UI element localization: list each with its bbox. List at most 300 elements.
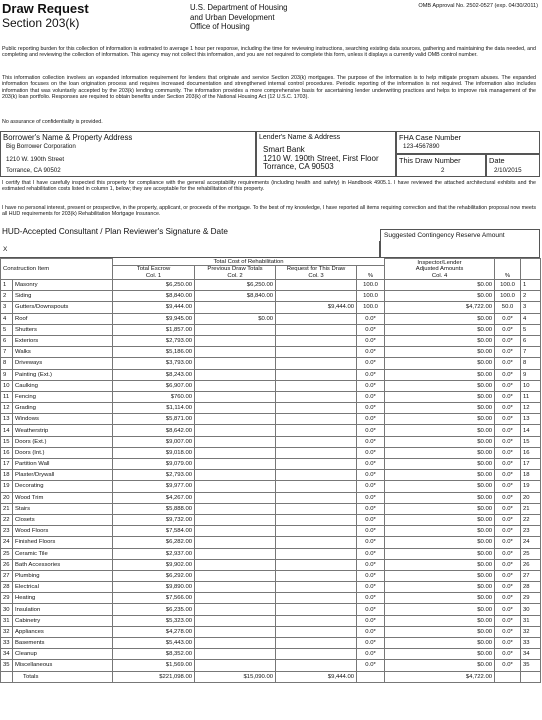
request-draw-cell[interactable]	[276, 526, 357, 537]
row-number: 20	[1, 492, 13, 503]
adjusted-percent-cell[interactable]: 100.0	[495, 291, 521, 302]
row-number: 30	[1, 604, 13, 615]
total-escrow-cell[interactable]: $4,267.00	[113, 492, 195, 503]
adjusted-amount-cell[interactable]: $4,722.00	[385, 302, 495, 313]
col4-line-a: Inspector/Lender	[417, 259, 462, 266]
row-number-end: 16	[521, 447, 541, 458]
row-number: 3	[1, 302, 13, 313]
previous-draw-cell[interactable]	[195, 481, 276, 492]
adjusted-amount-cell[interactable]: $0.00	[385, 324, 495, 335]
adjusted-percent-cell[interactable]: 0.0*	[495, 537, 521, 548]
row-number-end: 1	[521, 280, 541, 291]
adjusted-percent-cell[interactable]: 0.0*	[495, 436, 521, 447]
construction-item: Exteriors	[13, 335, 113, 346]
adjusted-percent-cell[interactable]: 0.0*	[495, 604, 521, 615]
request-draw-cell[interactable]	[276, 492, 357, 503]
percent-cell[interactable]: 0.0*	[357, 436, 385, 447]
col-header-3	[276, 266, 357, 280]
request-draw-cell[interactable]	[276, 414, 357, 425]
row-number-end: 22	[521, 514, 541, 525]
adjusted-percent-cell[interactable]: 0.0*	[495, 425, 521, 436]
previous-draw-cell[interactable]	[195, 358, 276, 369]
adjusted-percent-cell[interactable]: 0.0*	[495, 481, 521, 492]
total-escrow-cell[interactable]: $5,186.00	[113, 347, 195, 358]
total-escrow-cell[interactable]: $5,443.00	[113, 638, 195, 649]
col-header-pct: %	[357, 266, 385, 280]
adjusted-amount-cell[interactable]: $0.00	[385, 459, 495, 470]
table-row	[1, 626, 541, 637]
previous-draw-cell[interactable]	[195, 626, 276, 637]
total-escrow-cell[interactable]: $2,793.00	[113, 335, 195, 346]
previous-draw-cell[interactable]	[195, 492, 276, 503]
table-row	[1, 335, 541, 346]
adjusted-amount-cell[interactable]: $0.00	[385, 570, 495, 581]
row-number: 14	[1, 425, 13, 436]
adjusted-amount-cell[interactable]: $0.00	[385, 414, 495, 425]
total-escrow-cell[interactable]: $9,902.00	[113, 559, 195, 570]
adjusted-amount-cell[interactable]: $0.00	[385, 313, 495, 324]
previous-draw-cell[interactable]	[195, 324, 276, 335]
percent-cell[interactable]: 0.0*	[357, 503, 385, 514]
adjusted-percent-cell[interactable]: 0.0*	[495, 335, 521, 346]
previous-draw-cell[interactable]	[195, 503, 276, 514]
total-pct	[357, 671, 385, 682]
construction-item: Bath Accessories	[13, 559, 113, 570]
confidentiality-statement: No assurance of confidentiality is provided.	[2, 119, 103, 125]
adjusted-percent-cell[interactable]: 100.0	[495, 280, 521, 291]
total-escrow-cell[interactable]: $7,584.00	[113, 526, 195, 537]
total-escrow-cell[interactable]: $6,292.00	[113, 570, 195, 581]
total-pct4	[495, 671, 521, 682]
previous-draw-cell[interactable]: $0.00	[195, 313, 276, 324]
construction-item: Wood Floors	[13, 526, 113, 537]
previous-draw-cell[interactable]	[195, 414, 276, 425]
percent-cell[interactable]: 100.0	[357, 302, 385, 313]
adjusted-amount-cell[interactable]: $0.00	[385, 526, 495, 537]
previous-draw-cell[interactable]	[195, 582, 276, 593]
percent-cell[interactable]: 0.0*	[357, 649, 385, 660]
table-row	[1, 537, 541, 548]
request-draw-cell[interactable]: $9,444.00	[276, 302, 357, 313]
date-value[interactable]: 2/10/2015	[494, 167, 522, 174]
total-escrow-cell[interactable]: $2,793.00	[113, 470, 195, 481]
previous-draw-cell[interactable]	[195, 660, 276, 671]
previous-draw-cell[interactable]	[195, 638, 276, 649]
request-draw-cell[interactable]	[276, 369, 357, 380]
adjusted-amount-cell[interactable]: $0.00	[385, 481, 495, 492]
adjusted-percent-cell[interactable]: 0.0*	[495, 503, 521, 514]
previous-draw-cell[interactable]	[195, 548, 276, 559]
percent-cell[interactable]: 0.0*	[357, 660, 385, 671]
previous-draw-cell[interactable]	[195, 459, 276, 470]
row-number-end: 2	[521, 291, 541, 302]
percent-cell[interactable]: 0.0*	[357, 380, 385, 391]
total-escrow-cell[interactable]: $9,444.00	[113, 302, 195, 313]
total-escrow-cell[interactable]: $5,323.00	[113, 615, 195, 626]
request-draw-cell[interactable]	[276, 604, 357, 615]
previous-draw-cell[interactable]	[195, 347, 276, 358]
percent-cell[interactable]: 0.0*	[357, 570, 385, 581]
percent-cell[interactable]: 0.0*	[357, 313, 385, 324]
adjusted-percent-cell[interactable]: 0.0*	[495, 492, 521, 503]
table-row	[1, 414, 541, 425]
adjusted-amount-cell[interactable]: $0.00	[385, 582, 495, 593]
previous-draw-cell[interactable]	[195, 403, 276, 414]
row-number-end: 25	[521, 548, 541, 559]
form-subtitle: Section 203(k)	[2, 16, 80, 30]
total-escrow-cell[interactable]: $6,282.00	[113, 537, 195, 548]
percent-cell[interactable]: 0.0*	[357, 604, 385, 615]
percent-cell[interactable]: 0.0*	[357, 459, 385, 470]
request-draw-cell[interactable]	[276, 391, 357, 402]
previous-draw-cell[interactable]	[195, 537, 276, 548]
adjusted-percent-cell[interactable]: 0.0*	[495, 414, 521, 425]
form-title: Draw Request	[2, 1, 89, 16]
request-draw-cell[interactable]	[276, 626, 357, 637]
table-body	[1, 280, 541, 672]
adjusted-percent-cell[interactable]: 0.0*	[495, 391, 521, 402]
adjusted-percent-cell[interactable]: 0.0*	[495, 660, 521, 671]
borrower-city[interactable]: Torrance, CA 90502	[6, 167, 61, 174]
percent-cell[interactable]: 0.0*	[357, 526, 385, 537]
adjusted-percent-cell[interactable]: 0.0*	[495, 559, 521, 570]
total-escrow-cell[interactable]: $1,114.00	[113, 403, 195, 414]
previous-draw-cell[interactable]	[195, 335, 276, 346]
total-escrow-cell[interactable]: $4,278.00	[113, 626, 195, 637]
request-draw-cell[interactable]	[276, 291, 357, 302]
construction-item: Plaster/Drywall	[13, 470, 113, 481]
percent-cell[interactable]: 0.0*	[357, 447, 385, 458]
total-col3: $9,444.00	[276, 671, 357, 682]
table-row	[1, 559, 541, 570]
fha-label: FHA Case Number	[399, 133, 462, 142]
request-draw-cell[interactable]	[276, 280, 357, 291]
row-number-end: 33	[521, 638, 541, 649]
adjusted-amount-cell[interactable]: $0.00	[385, 615, 495, 626]
adjusted-amount-cell[interactable]: $0.00	[385, 626, 495, 637]
table-row	[1, 615, 541, 626]
adjusted-percent-cell[interactable]: 0.0*	[495, 358, 521, 369]
total-escrow-cell[interactable]: $9,945.00	[113, 313, 195, 324]
total-escrow-cell[interactable]: $9,018.00	[113, 447, 195, 458]
draw-number-value[interactable]: 2	[441, 167, 445, 174]
request-draw-cell[interactable]	[276, 470, 357, 481]
adjusted-percent-cell[interactable]: 0.0*	[495, 403, 521, 414]
adjusted-amount-cell[interactable]: $0.00	[385, 425, 495, 436]
percent-cell[interactable]: 0.0*	[357, 593, 385, 604]
total-escrow-cell[interactable]: $9,079.00	[113, 459, 195, 470]
lender-city[interactable]: Torrance, CA 90503	[263, 162, 334, 171]
col-header-2	[195, 266, 276, 280]
table-row	[1, 649, 541, 660]
total-escrow-cell[interactable]: $7,566.00	[113, 593, 195, 604]
request-draw-cell[interactable]	[276, 313, 357, 324]
adjusted-percent-cell[interactable]: 0.0*	[495, 626, 521, 637]
construction-item: Shutters	[13, 324, 113, 335]
adjusted-amount-cell[interactable]: $0.00	[385, 403, 495, 414]
total-escrow-cell[interactable]: $2,937.00	[113, 548, 195, 559]
previous-draw-cell[interactable]	[195, 391, 276, 402]
total-escrow-cell[interactable]: $5,888.00	[113, 503, 195, 514]
request-draw-cell[interactable]	[276, 335, 357, 346]
request-draw-cell[interactable]	[276, 436, 357, 447]
row-number: 15	[1, 436, 13, 447]
request-draw-cell[interactable]	[276, 503, 357, 514]
adjusted-percent-cell[interactable]: 0.0*	[495, 470, 521, 481]
percent-cell[interactable]: 0.0*	[357, 492, 385, 503]
row-number: 35	[1, 660, 13, 671]
adjusted-percent-cell[interactable]: 0.0*	[495, 313, 521, 324]
row-number: 18	[1, 470, 13, 481]
request-draw-cell[interactable]	[276, 347, 357, 358]
request-draw-cell[interactable]	[276, 548, 357, 559]
request-draw-cell[interactable]	[276, 638, 357, 649]
adjusted-amount-cell[interactable]: $0.00	[385, 593, 495, 604]
previous-draw-cell[interactable]	[195, 380, 276, 391]
table-row	[1, 492, 541, 503]
request-draw-cell[interactable]	[276, 358, 357, 369]
adjusted-amount-cell[interactable]: $0.00	[385, 347, 495, 358]
adjusted-amount-cell[interactable]: $0.00	[385, 358, 495, 369]
percent-cell[interactable]: 0.0*	[357, 425, 385, 436]
adjusted-amount-cell[interactable]: $0.00	[385, 537, 495, 548]
adjusted-percent-cell[interactable]: 0.0*	[495, 447, 521, 458]
percent-cell[interactable]: 0.0*	[357, 369, 385, 380]
adjusted-percent-cell[interactable]: 0.0*	[495, 593, 521, 604]
total-escrow-cell[interactable]: $9,007.00	[113, 436, 195, 447]
adjusted-amount-cell[interactable]: $0.00	[385, 447, 495, 458]
col-header-4	[385, 259, 495, 280]
lender-street[interactable]: 1210 W. 190th Street, First Floor	[263, 153, 379, 163]
previous-draw-cell[interactable]	[195, 615, 276, 626]
total-escrow-cell[interactable]: $9,977.00	[113, 481, 195, 492]
previous-draw-cell[interactable]	[195, 425, 276, 436]
table-row	[1, 291, 541, 302]
percent-cell[interactable]: 0.0*	[357, 582, 385, 593]
previous-draw-cell[interactable]: $6,250.00	[195, 280, 276, 291]
total-escrow-cell[interactable]: $8,243.00	[113, 369, 195, 380]
table-row	[1, 447, 541, 458]
adjusted-amount-cell[interactable]: $0.00	[385, 369, 495, 380]
total-escrow-cell[interactable]: $9,732.00	[113, 514, 195, 525]
percent-cell[interactable]: 0.0*	[357, 324, 385, 335]
row-number-end: 30	[521, 604, 541, 615]
total-escrow-cell[interactable]: $6,250.00	[113, 280, 195, 291]
adjusted-amount-cell[interactable]: $0.00	[385, 391, 495, 402]
row-number-end: 28	[521, 582, 541, 593]
previous-draw-cell[interactable]	[195, 514, 276, 525]
construction-item: Electrical	[13, 582, 113, 593]
row-number: 16	[1, 447, 13, 458]
request-draw-cell[interactable]	[276, 537, 357, 548]
table-row	[1, 570, 541, 581]
percent-cell[interactable]: 0.0*	[357, 548, 385, 559]
construction-item: Fencing	[13, 391, 113, 402]
adjusted-amount-cell[interactable]: $0.00	[385, 436, 495, 447]
request-draw-cell[interactable]	[276, 425, 357, 436]
percent-cell[interactable]: 0.0*	[357, 470, 385, 481]
row-number-end: 14	[521, 425, 541, 436]
request-draw-cell[interactable]	[276, 514, 357, 525]
borrower-street[interactable]: 1210 W. 190th Street	[6, 156, 65, 163]
row-number-end: 10	[521, 380, 541, 391]
percent-cell[interactable]: 0.0*	[357, 403, 385, 414]
adjusted-percent-cell[interactable]: 0.0*	[495, 324, 521, 335]
previous-draw-cell[interactable]	[195, 526, 276, 537]
adjusted-amount-cell[interactable]: $0.00	[385, 380, 495, 391]
percent-cell[interactable]: 0.0*	[357, 626, 385, 637]
total-escrow-cell[interactable]: $5,871.00	[113, 414, 195, 425]
total-escrow-cell[interactable]: $8,352.00	[113, 649, 195, 660]
signature-x-mark[interactable]: X	[3, 246, 8, 253]
fha-case-number[interactable]: 123-4567890	[403, 143, 440, 150]
table-row	[1, 313, 541, 324]
percent-cell[interactable]: 0.0*	[357, 481, 385, 492]
request-draw-cell[interactable]	[276, 447, 357, 458]
previous-draw-cell[interactable]	[195, 436, 276, 447]
percent-cell[interactable]: 100.0	[357, 280, 385, 291]
row-number-end: 5	[521, 324, 541, 335]
adjusted-amount-cell[interactable]: $0.00	[385, 638, 495, 649]
adjusted-amount-cell[interactable]: $0.00	[385, 335, 495, 346]
adjusted-amount-cell[interactable]: $0.00	[385, 280, 495, 291]
request-draw-cell[interactable]	[276, 380, 357, 391]
row-number-end: 3	[521, 302, 541, 313]
row-number: 12	[1, 403, 13, 414]
request-draw-cell[interactable]	[276, 324, 357, 335]
previous-draw-cell[interactable]	[195, 302, 276, 313]
table-row	[1, 324, 541, 335]
total-escrow-cell[interactable]: $8,642.00	[113, 425, 195, 436]
percent-cell[interactable]: 100.0	[357, 291, 385, 302]
col1-line-b: Col. 1	[145, 272, 162, 279]
adjusted-amount-cell[interactable]: $0.00	[385, 559, 495, 570]
table-row	[1, 470, 541, 481]
percent-cell[interactable]: 0.0*	[357, 559, 385, 570]
row-number: 28	[1, 582, 13, 593]
request-draw-cell[interactable]	[276, 615, 357, 626]
request-draw-cell[interactable]	[276, 570, 357, 581]
lender-name[interactable]: Smart Bank	[263, 145, 305, 154]
total-end	[521, 671, 541, 682]
col2-line-b: Col. 2	[227, 272, 243, 279]
table-row	[1, 380, 541, 391]
borrower-name[interactable]: Big Borrower Corporation	[6, 143, 76, 150]
totals-blank	[1, 671, 13, 682]
table-row	[1, 503, 541, 514]
adjusted-percent-cell[interactable]: 0.0*	[495, 582, 521, 593]
total-escrow-cell[interactable]: $6,235.00	[113, 604, 195, 615]
adjusted-amount-cell[interactable]: $0.00	[385, 470, 495, 481]
adjusted-percent-cell[interactable]: 50.0	[495, 302, 521, 313]
request-draw-cell[interactable]	[276, 481, 357, 492]
adjusted-percent-cell[interactable]: 0.0*	[495, 548, 521, 559]
previous-draw-cell[interactable]	[195, 470, 276, 481]
total-escrow-cell[interactable]: $3,793.00	[113, 358, 195, 369]
row-number: 25	[1, 548, 13, 559]
adjusted-percent-cell[interactable]: 0.0*	[495, 526, 521, 537]
percent-cell[interactable]: 0.0*	[357, 391, 385, 402]
previous-draw-cell[interactable]	[195, 649, 276, 660]
previous-draw-cell[interactable]	[195, 447, 276, 458]
totals-row	[1, 671, 541, 682]
interest-certification: I have no personal interest, present or prospective, in the property, applicant, or proceeds of the mortgage. To the best of my knowledge, I have reported all items requiring correction and that the rehabilitation proposal now meets all HUD requirements for 203(k) Rehabilitation Mortgage Insurance.	[2, 205, 536, 218]
total-escrow-cell[interactable]: $760.00	[113, 391, 195, 402]
previous-draw-cell[interactable]	[195, 593, 276, 604]
row-number: 32	[1, 626, 13, 637]
table-row	[1, 347, 541, 358]
total-escrow-cell[interactable]: $1,857.00	[113, 324, 195, 335]
previous-draw-cell[interactable]	[195, 369, 276, 380]
construction-item: Insulation	[13, 604, 113, 615]
percent-cell[interactable]: 0.0*	[357, 615, 385, 626]
adjusted-percent-cell[interactable]: 0.0*	[495, 380, 521, 391]
total-escrow-cell[interactable]: $1,569.00	[113, 660, 195, 671]
request-draw-cell[interactable]	[276, 403, 357, 414]
adjusted-percent-cell[interactable]: 0.0*	[495, 369, 521, 380]
percent-cell[interactable]: 0.0*	[357, 638, 385, 649]
previous-draw-cell[interactable]	[195, 559, 276, 570]
table-row	[1, 391, 541, 402]
row-number-end: 6	[521, 335, 541, 346]
request-draw-cell[interactable]	[276, 660, 357, 671]
adjusted-amount-cell[interactable]: $0.00	[385, 514, 495, 525]
adjusted-percent-cell[interactable]: 0.0*	[495, 347, 521, 358]
previous-draw-cell[interactable]	[195, 570, 276, 581]
adjusted-percent-cell[interactable]: 0.0*	[495, 514, 521, 525]
percent-cell[interactable]: 0.0*	[357, 537, 385, 548]
request-draw-cell[interactable]	[276, 582, 357, 593]
construction-item: Wood Trim	[13, 492, 113, 503]
adjusted-percent-cell[interactable]: 0.0*	[495, 459, 521, 470]
row-number-end: 4	[521, 313, 541, 324]
adjusted-percent-cell[interactable]: 0.0*	[495, 570, 521, 581]
adjusted-amount-cell[interactable]: $0.00	[385, 291, 495, 302]
construction-item: Grading	[13, 403, 113, 414]
contingency-box[interactable]	[380, 229, 540, 258]
request-draw-cell[interactable]	[276, 559, 357, 570]
percent-cell[interactable]: 0.0*	[357, 335, 385, 346]
adjusted-amount-cell[interactable]: $0.00	[385, 492, 495, 503]
adjusted-amount-cell[interactable]: $0.00	[385, 649, 495, 660]
percent-cell[interactable]: 0.0*	[357, 414, 385, 425]
adjusted-amount-cell[interactable]: $0.00	[385, 660, 495, 671]
previous-draw-cell[interactable]	[195, 604, 276, 615]
total-escrow-cell[interactable]: $8,840.00	[113, 291, 195, 302]
col3-line-b: Col. 3	[308, 272, 324, 279]
previous-draw-cell[interactable]: $8,840.00	[195, 291, 276, 302]
adjusted-amount-cell[interactable]: $0.00	[385, 503, 495, 514]
percent-cell[interactable]: 0.0*	[357, 347, 385, 358]
adjusted-percent-cell[interactable]: 0.0*	[495, 615, 521, 626]
total-escrow-cell[interactable]: $9,890.00	[113, 582, 195, 593]
request-draw-cell[interactable]	[276, 649, 357, 660]
draw-number-label: This Draw Number	[399, 156, 461, 165]
adjusted-percent-cell[interactable]: 0.0*	[495, 638, 521, 649]
percent-cell[interactable]: 0.0*	[357, 358, 385, 369]
row-number-end: 31	[521, 615, 541, 626]
request-draw-cell[interactable]	[276, 593, 357, 604]
construction-item: Doors (Int.)	[13, 447, 113, 458]
row-number: 34	[1, 649, 13, 660]
table-row	[1, 425, 541, 436]
adjusted-amount-cell[interactable]: $0.00	[385, 548, 495, 559]
percent-cell[interactable]: 0.0*	[357, 514, 385, 525]
total-escrow-cell[interactable]: $6,907.00	[113, 380, 195, 391]
adjusted-amount-cell[interactable]: $0.00	[385, 604, 495, 615]
request-draw-cell[interactable]	[276, 459, 357, 470]
adjusted-percent-cell[interactable]: 0.0*	[495, 649, 521, 660]
